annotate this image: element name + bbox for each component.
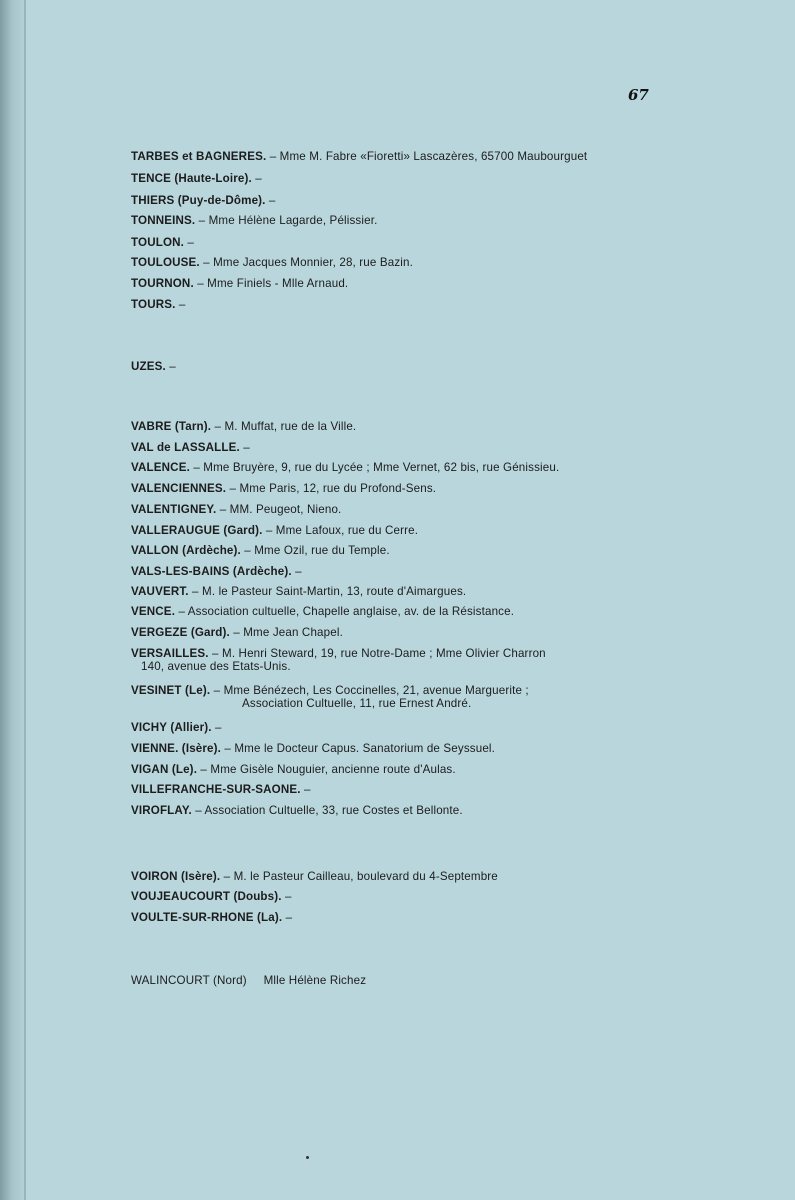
entry-details: – Mme Jean Chapel. [229, 626, 343, 639]
entry-details: – Mme Ozil, rue du Temple. [240, 544, 390, 557]
binding-edge-shadow [0, 0, 26, 1200]
entry-details: – Association Cultuelle, 33, rue Costes et Bellonte. [191, 804, 463, 817]
directory-entry [131, 482, 436, 495]
entry-place: VIGAN (Le). [131, 763, 198, 776]
directory-entry [131, 236, 194, 249]
entry-place: UZES. [131, 360, 166, 373]
entry-place: VIENNE. (Isère). [131, 742, 222, 755]
entry-details: – Mme Lafoux, rue du Cerre. [262, 524, 419, 537]
directory-entry [131, 626, 343, 639]
entry-place: TENCE (Haute-Loire). [131, 172, 252, 185]
directory-entry [131, 974, 366, 987]
directory-entry [131, 150, 587, 163]
entry-place: VAL de LASSALLE. [131, 441, 240, 454]
entry-details: – Mme Bruyère, 9, rue du Lycée ; Mme Vernet, 62 bis, rue Génissieu. [189, 461, 560, 474]
entry-details: – Mme Hélène Lagarde, Pélissier. [195, 214, 378, 227]
entry-details: – Mme Bénézech, Les Coccinelles, 21, avenue Marguerite ; [210, 684, 529, 697]
entry-details: – Mme M. Fabre «Fioretti» Lascazères, 65700 Maubourguet [266, 150, 588, 163]
entry-place: VALLERAUGUE (Gard). [131, 524, 263, 537]
directory-entry [131, 420, 356, 433]
entry-place: VESINET (Le). [131, 684, 211, 697]
entry-place: VILLEFRANCHE-SUR-SAONE. [131, 783, 301, 796]
page-number: 67 [628, 86, 649, 104]
entry-details: – M. Muffat, rue de la Ville. [211, 420, 357, 433]
directory-entry [131, 763, 456, 776]
directory-entry [131, 684, 529, 710]
directory-entry [131, 585, 466, 598]
entry-place: VABRE (Tarn). [131, 420, 212, 433]
entry-place: TOULON. [131, 236, 185, 249]
directory-entry [131, 441, 250, 454]
entry-details: – Association cultuelle, Chapelle anglaise, av. de la Résistance. [175, 605, 515, 618]
entry-place: TOURS. [131, 298, 176, 311]
directory-entry [131, 277, 348, 290]
directory-entry [131, 742, 495, 755]
entry-details: – [239, 441, 250, 454]
entry-details: – [291, 565, 302, 578]
entry-place: VALS-LES-BAINS (Ardèche). [131, 565, 292, 578]
entry-continuation: 140, avenue des Etats-Unis. [141, 660, 291, 673]
entry-details: – [251, 172, 262, 185]
directory-entry [131, 721, 222, 734]
entry-place: VALENTIGNEY. [131, 503, 217, 516]
entry-place: VERSAILLES. [131, 647, 209, 660]
entry-details: – [165, 360, 176, 373]
page-fold-line [24, 0, 26, 1200]
entry-place: VENCE. [131, 605, 176, 618]
directory-entry [131, 524, 418, 537]
entry-place: VERGEZE (Gard). [131, 626, 230, 639]
directory-entry [131, 870, 498, 883]
entry-details: – Mme Paris, 12, rue du Profond-Sens. [226, 482, 437, 495]
entry-details: – [300, 783, 311, 796]
entry-details: – [281, 890, 292, 903]
directory-entry [131, 503, 341, 516]
entry-details: – Mme Jacques Monnier, 28, rue Bazin. [199, 256, 413, 269]
entry-place: VIROFLAY. [131, 804, 192, 817]
print-speck [306, 1156, 309, 1159]
directory-entry [131, 605, 514, 618]
entry-details: – Mme Gisèle Nouguier, ancienne route d'Aulas. [197, 763, 456, 776]
entry-details: – M. le Pasteur Saint-Martin, 13, route d'Aimargues. [188, 585, 467, 598]
directory-entry [131, 172, 262, 185]
directory-entry [131, 890, 292, 903]
entry-details: – [282, 911, 293, 924]
directory-entry [131, 804, 463, 817]
entry-place: TOULOUSE. [131, 256, 200, 269]
entry-place: TONNEINS. [131, 214, 196, 227]
directory-entry [131, 461, 559, 474]
directory-entry [131, 911, 292, 924]
entry-details: – MM. Peugeot, Nieno. [216, 503, 342, 516]
directory-entry [131, 194, 276, 207]
entry-place: VOULTE-SUR-RHONE (La). [131, 911, 283, 924]
directory-entry [131, 647, 546, 673]
directory-entry [131, 360, 176, 373]
entry-place: THIERS (Puy-de-Dôme). [131, 194, 266, 207]
entry-details: – Mme le Docteur Capus. Sanatorium de Seyssuel. [221, 742, 496, 755]
directory-entry [131, 544, 390, 557]
entry-details: – M. le Pasteur Cailleau, boulevard du 4-Septembre [220, 870, 498, 883]
entry-place: TARBES et BAGNERES. [131, 150, 267, 163]
entry-details: – [211, 721, 222, 734]
directory-entry [131, 298, 185, 311]
entry-details: – Mme Finiels - Mlle Arnaud. [193, 277, 349, 290]
entry-details: – M. Henri Steward, 19, rue Notre-Dame ; Mme Olivier Charron [208, 647, 546, 660]
directory-entry [131, 256, 413, 269]
entry-details: Mlle Hélène Richez [246, 974, 367, 987]
entry-details: – [175, 298, 186, 311]
directory-entry [131, 214, 377, 227]
entry-place: VALLON (Ardèche). [131, 544, 241, 557]
entry-place: VICHY (Allier). [131, 721, 212, 734]
entry-place: WALINCOURT (Nord) [131, 974, 247, 987]
entry-place: TOURNON. [131, 277, 194, 290]
entry-continuation: Association Cultuelle, 11, rue Ernest André. [242, 697, 472, 710]
entry-details: – [265, 194, 276, 207]
entry-details: – [184, 236, 194, 249]
directory-entry [131, 783, 311, 796]
entry-place: VOUJEAUCOURT (Doubs). [131, 890, 282, 903]
directory-entry [131, 565, 302, 578]
entry-place: VOIRON (Isère). [131, 870, 221, 883]
entry-place: VAUVERT. [131, 585, 189, 598]
entry-place: VALENCE. [131, 461, 190, 474]
entry-place: VALENCIENNES. [131, 482, 227, 495]
